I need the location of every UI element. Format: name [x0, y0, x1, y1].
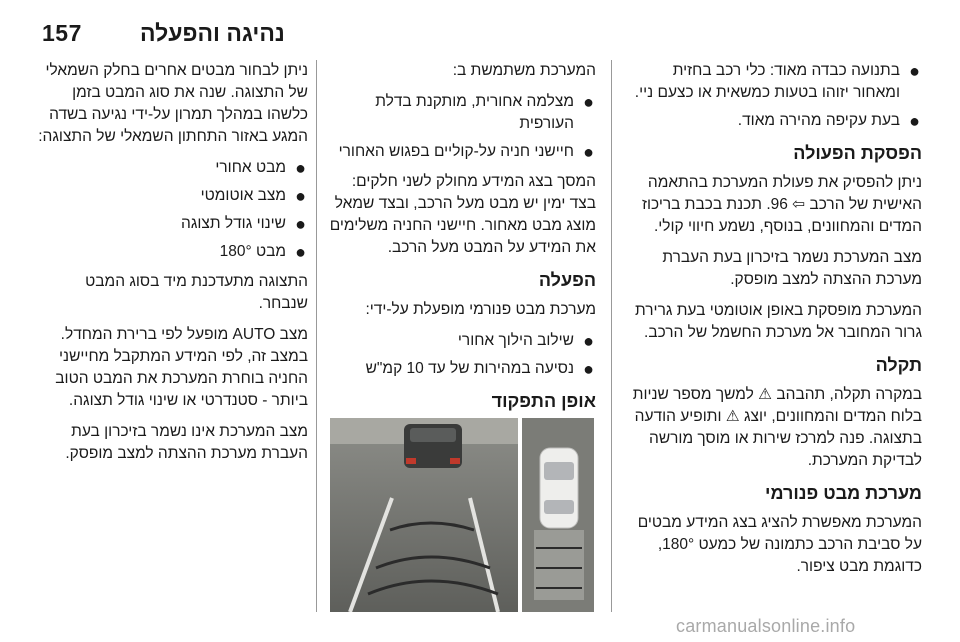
- bullet-list: [622, 60, 922, 132]
- section-heading: הפעלה: [538, 270, 596, 290]
- bullet-icon: ●: [583, 359, 594, 379]
- list-item: ● שילוב הילוך אחורי: [457, 331, 594, 351]
- paragraph: מצב המערכת אינו נשמר בזיכרון בעת העברת מערכת ההצתה למצב מופסק.: [65, 423, 308, 462]
- paragraph: ניתן לבחור מבטים אחרים בחלק השמאלי של התצוגה. שנה את סוג המבט בזמן כלשהו במהלך תמרון על-ידי נגיעה בשדה המגע באזור התחתון השמאלי של התצוגה:: [38, 62, 308, 145]
- bullet-icon: ●: [295, 242, 306, 262]
- paragraph: המערכת משתמשת ב:: [452, 62, 596, 79]
- section-heading: אופן התפקוד: [491, 391, 596, 411]
- column-divider: [611, 60, 612, 612]
- paragraph: המסך בצג המידע מחולק לשני חלקים: בצד ימין יש מבט מעל הרכב, ובצד שמאל מוצג מבט מאחור. חיישני החניה משלימים את המידע על המבט מעל הרכב.: [329, 173, 596, 256]
- bullet-list: [328, 330, 596, 380]
- bullet-icon: ●: [295, 158, 306, 178]
- list-item: ● בתנועה כבדה מאוד: כלי רכב בחזית ומאחור יזוהו בטעות כמשאית או כצעם ניי.: [634, 61, 920, 101]
- list-item: ● מבט אחורי: [215, 158, 306, 178]
- list-item: ● שינוי גודל תצוגה: [181, 214, 306, 234]
- bullet-list: [328, 91, 596, 163]
- list-item: ● בעת עקיפה מהירה מאוד.: [737, 111, 920, 131]
- bullet-icon: ●: [909, 111, 920, 131]
- section-heading: מערכת מבט פנורמי: [765, 483, 922, 503]
- bullet-icon: ●: [295, 186, 306, 206]
- right-column: [622, 60, 922, 587]
- camera-view-image: [330, 418, 594, 612]
- bullet-icon: ●: [583, 92, 594, 112]
- chapter-title: נהיגה והפעלה: [140, 20, 285, 46]
- list-item: ● מבט 180°: [219, 242, 306, 262]
- paragraph: התצוגה מתעדכנת מיד בסוג המבט שנבחר.: [85, 273, 308, 312]
- left-column: [36, 60, 308, 474]
- paragraph: מצב המערכת נשמר בזיכרון בעת העברת מערכת ההצתה למצב מופסק.: [662, 249, 922, 288]
- list-item: ● נסיעה במהירות של עד 10 קמ"ש: [365, 359, 594, 379]
- section-heading: הפסקת הפעולה: [793, 143, 922, 163]
- middle-column: [328, 60, 596, 420]
- bullet-icon: ●: [909, 61, 920, 81]
- page-header: [0, 0, 960, 56]
- panoramic-view-photo: [330, 418, 594, 612]
- bullet-icon: ●: [583, 331, 594, 351]
- section-heading: תקלה: [875, 355, 922, 375]
- bullet-icon: ●: [295, 214, 306, 234]
- list-item: ● מצב אוטומטי: [200, 186, 306, 206]
- paragraph: המערכת מופסקת באופן אוטומטי בעת גרירת גרור המחובר אל מערכת החשמל של הרכב.: [635, 302, 922, 341]
- paragraph: במקרה תקלה, תהבהב ⚠ למשך מספר שניות בלוח המדים והמחוונים, יוצג ⚠ ותופיע הודעה בתצוגה. פנה למרכז שירות או מוסך מורשה לבדיקת המערכת.: [632, 386, 922, 469]
- paragraph: המערכת מאפשרת להציג בצג המידע מבטים על סביבת הרכב כתמונה של כמעט 180°, כדוגמת מבט ציפור.: [637, 514, 922, 575]
- paragraph: ניתן להפסיק את פעולת המערכת בהתאמה האישית של הרכב ⇦ 96. תכנת בכבת בריכוז המדים והמחוונים, בנוסף, נשמע חיווי קולי.: [641, 174, 922, 235]
- paragraph: מערכת מבט פנורמי מופעלת על-ידי:: [365, 301, 596, 318]
- list-item: ● חיישני חניה על-קוליים בפגוש האחורי: [338, 142, 594, 162]
- page-number: 157: [42, 20, 82, 46]
- bullet-icon: ●: [583, 142, 594, 162]
- column-divider: [316, 60, 317, 612]
- list-item: ● מצלמה אחורית, מותקנת בדלת העורפית: [375, 92, 594, 132]
- bullet-list: [36, 157, 308, 263]
- watermark: carmanualsonline.info: [676, 616, 856, 636]
- paragraph: מצב AUTO מופעל לפי ברירת המחדל. במצב זה, לפי המידע המתקבל מחיישני החניה בוחרת המערכת את המבט הטוב ביותר - סטנדרטי או שינוי גודל תצוגה.: [55, 326, 308, 409]
